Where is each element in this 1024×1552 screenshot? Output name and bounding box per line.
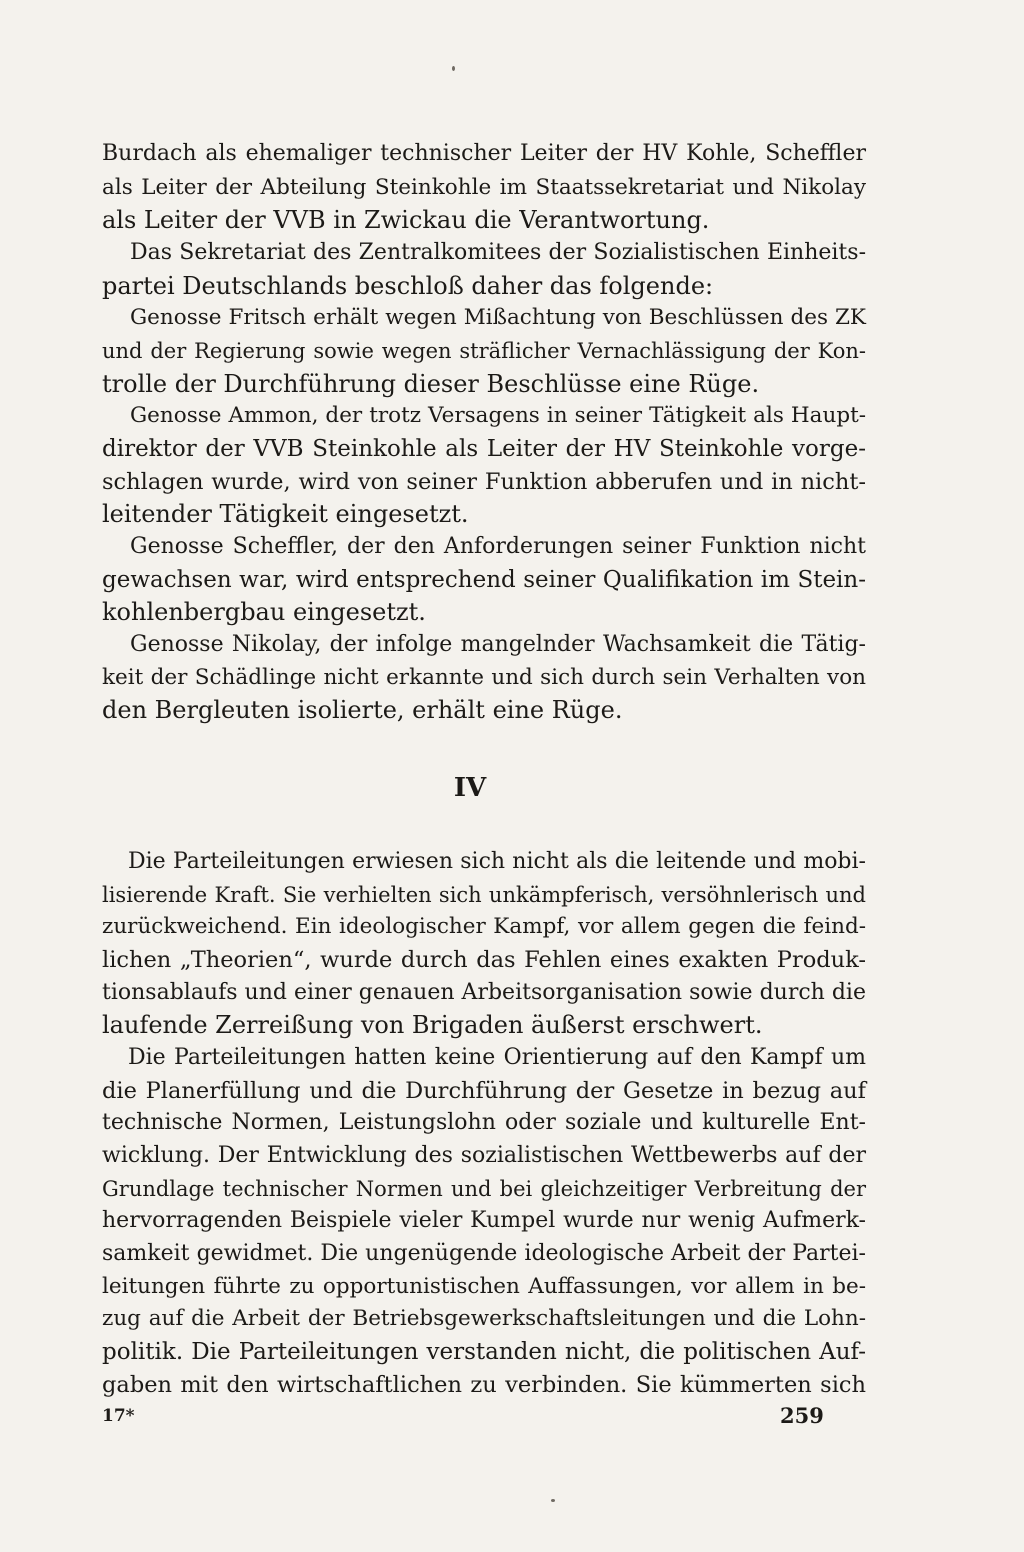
text-line: samkeit gewidmet. Die ungenügende ideologische Arbeit der Partei- xyxy=(102,1241,866,1266)
text-line: als Leiter der Abteilung Steinkohle im Staatssekretariat und Nikolay xyxy=(102,175,866,200)
text-line: schlagen wurde, wird von seiner Funktion abberufen und in nicht- xyxy=(102,469,866,495)
text-line: zurückweichend. Ein ideologischer Kampf, vor allem gegen die feind- xyxy=(102,914,866,939)
text-line: lichen „Theorien“, wurde durch das Fehlen eines exakten Produk- xyxy=(102,947,866,973)
text-line: politik. Die Parteileitungen verstanden nicht, die politischen Auf- xyxy=(102,1339,866,1365)
paper-speck xyxy=(551,1499,555,1502)
text-line: den Bergleuten isolierte, erhält eine Rüge. xyxy=(102,696,623,724)
text-line: leitungen führte zu opportunistischen Auffassungen, vor allem in be- xyxy=(102,1274,866,1299)
text-line: gewachsen war, wird entsprechend seiner Qualifikation im Stein- xyxy=(102,567,866,593)
text-line: lisierende Kraft. Sie verhielten sich unkämpferisch, versöhnlerisch und xyxy=(102,883,866,907)
paper-speck xyxy=(452,66,455,71)
text-line: technische Normen, Leistungslohn oder soziale und kulturelle Ent- xyxy=(102,1110,866,1135)
section-heading: IV xyxy=(453,773,487,803)
text-line: Genosse Nikolay, der infolge mangelnder Wachsamkeit die Tätig- xyxy=(130,632,866,657)
text-line: gaben mit den wirtschaftlichen zu verbinden. Sie kümmerten sich xyxy=(102,1372,866,1398)
text-line: direktor der VVB Steinkohle als Leiter der HV Steinkohle vorge- xyxy=(102,436,866,462)
text-line: zug auf die Arbeit der Betriebsgewerkschaftsleitungen und die Lohn- xyxy=(102,1306,866,1331)
text-line: keit der Schädlinge nicht erkannte und sich durch sein Verhalten von xyxy=(102,665,866,690)
text-line: als Leiter der VVB in Zwickau die Verantwortung. xyxy=(102,206,710,234)
page-number: 259 xyxy=(780,1403,824,1428)
text-line: die Planerfüllung und die Durchführung der Gesetze in bezug auf xyxy=(102,1078,866,1104)
text-line: Genosse Fritsch erhält wegen Mißachtung von Beschlüssen des ZK xyxy=(130,305,866,330)
text-line: Das Sekretariat des Zentralkomitees der Sozialistischen Einheits- xyxy=(130,240,866,265)
text-line: tionsablaufs und einer genauen Arbeitsorganisation sowie durch die xyxy=(102,980,866,1005)
text-line: Genosse Ammon, der trotz Versagens in seiner Tätigkeit als Haupt- xyxy=(130,403,866,428)
text-line: hervorragenden Beispiele vieler Kumpel wurde nur wenig Aufmerk- xyxy=(102,1208,866,1233)
text-line: Die Parteileitungen hatten keine Orientierung auf den Kampf um xyxy=(128,1045,866,1070)
text-line: partei Deutschlands beschloß daher das folgende: xyxy=(102,272,714,300)
text-line: kohlenbergbau eingesetzt. xyxy=(102,598,426,626)
text-line: Burdach als ehemaliger technischer Leiter der HV Kohle, Scheffler xyxy=(102,141,866,166)
text-line: und der Regierung sowie wegen sträflicher Vernachlässigung der Kon- xyxy=(102,339,866,363)
text-line: leitender Tätigkeit eingesetzt. xyxy=(102,500,469,528)
text-line: trolle der Durchführung dieser Beschlüsse eine Rüge. xyxy=(102,370,760,398)
text-line: Die Parteileitungen erwiesen sich nicht als die leitende und mobi- xyxy=(128,849,866,874)
text-line: laufende Zerreißung von Brigaden äußerst erschwert. xyxy=(102,1011,763,1039)
text-line: Grundlage technischer Normen und bei gleichzeitiger Verbreitung der xyxy=(102,1177,866,1201)
text-line: Genosse Scheffler, der den Anforderungen seiner Funktion nicht xyxy=(130,534,866,559)
signature-mark: 17* xyxy=(102,1406,135,1426)
text-line: wicklung. Der Entwicklung des sozialistischen Wettbewerbs auf der xyxy=(102,1143,866,1168)
